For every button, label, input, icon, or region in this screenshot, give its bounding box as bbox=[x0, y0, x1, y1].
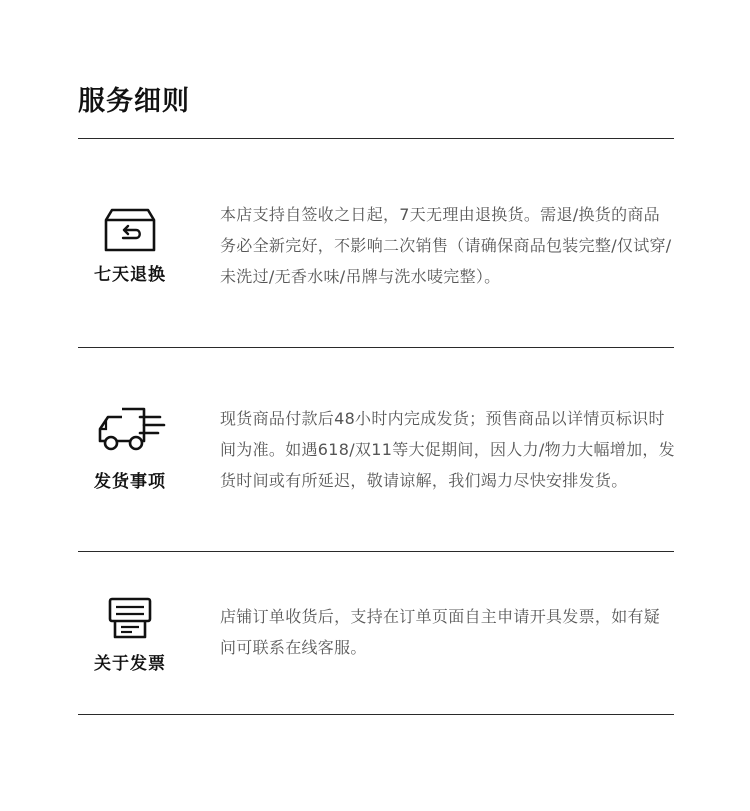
service-item-label: 七天退换 bbox=[94, 265, 166, 285]
service-item-label: 发货事项 bbox=[94, 472, 166, 492]
service-item-description: 现货商品付款后48小时内完成发货；预售商品以详情页标识时间为准。如遇618/双11等大促期间，因人力/物力大幅增加，发货时间或有所延迟，敬请谅解，我们竭力尽快安排发货。 bbox=[220, 409, 675, 490]
section-title: 服务细则 bbox=[78, 86, 190, 117]
return-box-icon bbox=[103, 206, 157, 254]
divider bbox=[78, 714, 674, 715]
delivery-truck-icon bbox=[94, 405, 166, 453]
service-item-invoice bbox=[78, 551, 674, 714]
invoice-printer-icon bbox=[106, 595, 154, 641]
service-item-description: 店铺订单收货后，支持在订单页面自主申请开具发票，如有疑问可联系在线客服。 bbox=[220, 607, 661, 657]
service-item-shipping bbox=[78, 347, 674, 551]
service-item-returns bbox=[78, 138, 674, 347]
service-item-label: 关于发票 bbox=[94, 654, 166, 674]
service-item-description: 本店支持自签收之日起，7天无理由退换货。需退/换货的商品务必全新完好，不影响二次销售（请确保商品包装完整/仅试穿/未洗过/无香水味/吊牌与洗水唛完整）。 bbox=[220, 205, 672, 286]
